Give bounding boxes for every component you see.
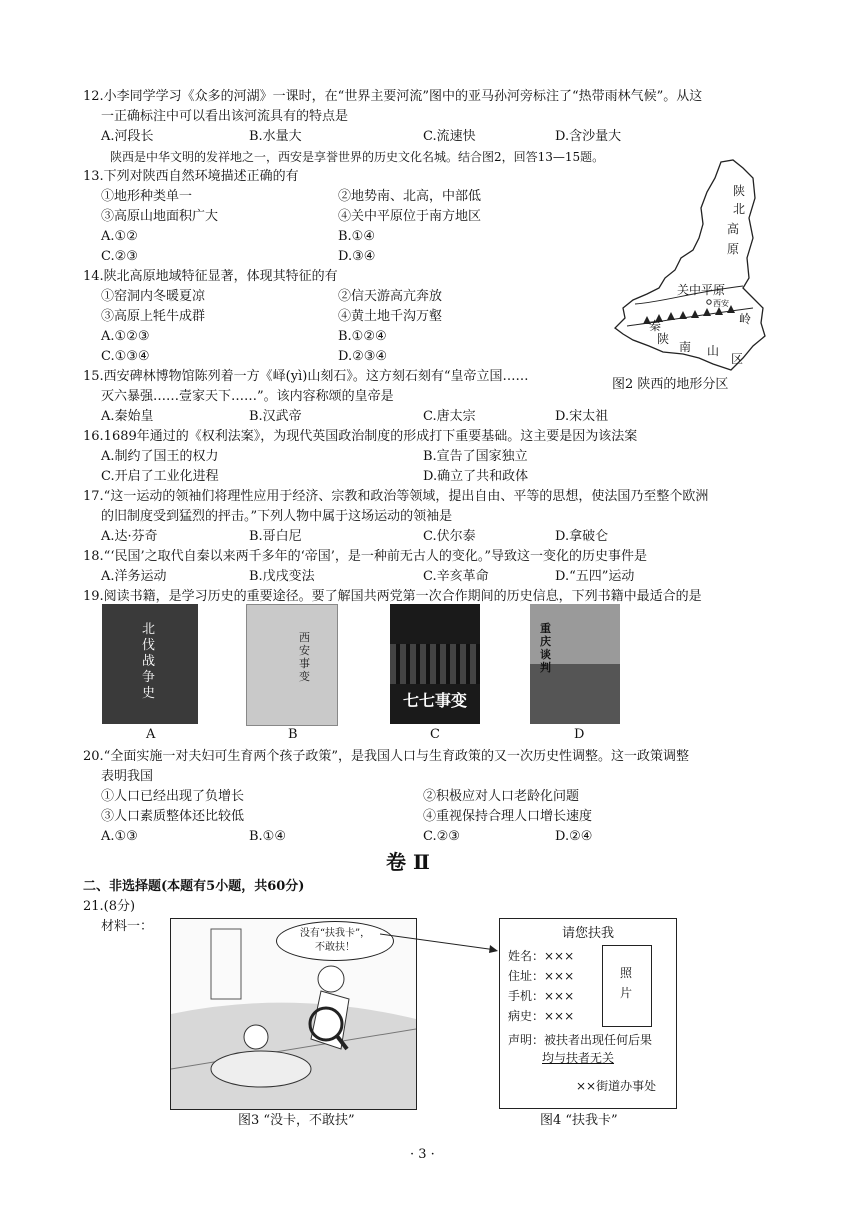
q14-item-4: ④黄土地千沟万壑: [338, 309, 443, 324]
map-label-bei: 北: [733, 202, 746, 216]
q18-option-b: B.戊戌变法: [249, 569, 315, 584]
q20-item-1: ①人口已经出现了负增长: [101, 789, 245, 804]
q13-stem: 13.下列对陕西自然环境描述正确的有: [83, 169, 299, 184]
page-number: · 3 ·: [410, 1147, 435, 1162]
map-label-shan: 陕: [733, 184, 746, 198]
q12-stem-line2: 一正确标注中可以看出该河流具有的特点是: [101, 109, 349, 124]
q17-option-c: C.伏尔泰: [423, 529, 476, 544]
q16-option-d: D.确立了共和政体: [423, 469, 529, 484]
help-card-figure-4: [499, 918, 677, 1109]
q16-option-a: A.制约了国王的权力: [101, 449, 219, 464]
q16-option-b: B.宣告了国家独立: [423, 449, 528, 464]
q15-option-c: C.唐太宗: [423, 409, 476, 424]
q20-stem-line1: 20.“全面实施一对夫妇可生育两个孩子政策”，是我国人口与生育政策的又一次历史性调整。这一政策调整: [83, 749, 689, 764]
speech-bubble: [276, 921, 394, 961]
q20-stem-line2: 表明我国: [101, 769, 154, 784]
q20-option-b: B.①④: [249, 829, 286, 844]
q15-option-b: B.汉武帝: [249, 409, 302, 424]
map-caption: 图2 陕西的地形分区: [612, 377, 729, 392]
q15-stem-line1: 15.西安碑林博物馆陈列着一方《峄(yì)山刻石》。这方刻石刻有“皇帝立国……: [83, 369, 529, 384]
map-label-nan: 南: [679, 340, 692, 354]
book-cover-d: [530, 604, 620, 724]
q14-option-c: C.①③④: [101, 349, 150, 364]
book-title-a: 北伐战争史: [142, 622, 156, 701]
q12-option-c: C.流速快: [423, 129, 476, 144]
map-label-xian: 西安: [713, 299, 729, 308]
q13-option-c: C.②③: [101, 249, 138, 264]
section-title: 卷 Ⅱ: [386, 850, 430, 874]
q14-option-a: A.①②③: [101, 329, 150, 344]
card-field-phone: 手机：×××: [508, 989, 575, 1003]
shaanxi-terrain-map: [603, 158, 768, 373]
q14-item-2: ②信天游高亢奔放: [338, 289, 443, 304]
q19-stem: 19.阅读书籍，是学习历史的重要途径。要了解国共两党第一次合作期间的历史信息，下列书籍中最适合的是: [83, 589, 702, 604]
bubble-line1: 没有“扶我卡”，: [299, 928, 371, 939]
book-letter-a: A: [146, 727, 156, 742]
q21-stem: 21.(8分): [83, 899, 136, 914]
intro-13-15: 陕西是中华文明的发祥地之一，西安是享誉世界的历史文化名城。结合图2，回答13—15题。: [110, 150, 605, 164]
q20-item-3: ③人口素质整体还比较低: [101, 809, 245, 824]
q21-material-label: 材料一：: [101, 919, 154, 934]
q20-item-4: ④重视保持合理人口增长速度: [423, 809, 593, 824]
book-title-c: 七七事变: [402, 691, 467, 710]
q13-item-3: ③高原山地面积广大: [101, 209, 219, 224]
card-office: ××街道办事处: [576, 1079, 657, 1093]
q12-stem-line1: 12.小李同学学习《众多的河湖》一课时，在“世界主要河流”图中的亚马孙河旁标注了“热带雨林气候”。从这: [83, 89, 703, 104]
q20-option-a: A.①③: [101, 829, 138, 844]
q15-option-a: A.秦始皇: [101, 409, 154, 424]
map-label-qin: 秦: [649, 319, 662, 333]
fallen-elder: [211, 1051, 311, 1087]
q16-option-c: C.开启了工业化进程: [101, 469, 219, 484]
card-field-address: 住址：×××: [508, 969, 575, 983]
book-letter-d: D: [574, 727, 585, 742]
map-label-yuan: 原: [727, 242, 740, 256]
book-title-d: 重庆谈判: [540, 622, 551, 674]
q17-stem-line1: 17.“这一运动的领袖们将理性应用于经济、宗教和政治等领域，提出自由、平等的思想，使法国乃至整个欧洲: [83, 489, 709, 504]
q12-option-a: A.河段长: [101, 129, 154, 144]
q17-option-a: A.达·芬奇: [101, 529, 158, 544]
q12-option-b: B.水量大: [249, 129, 302, 144]
photo-char-2: 片: [620, 986, 633, 1000]
book-cover-a: [102, 604, 198, 724]
q13-option-a: A.①②: [101, 229, 138, 244]
bubble-line2: 不敢扶！: [315, 942, 355, 953]
q18-stem: 18.“‘民国’之取代自秦以来两千多年的‘帝国’，是一种前无古人的变化。”导致这一变化的历史事件是: [83, 549, 647, 564]
q13-item-4: ④关中平原位于南方地区: [338, 209, 482, 224]
map-label-qu: 区: [731, 352, 744, 366]
map-label-guanzhong: 关中平原: [677, 283, 726, 297]
q17-option-d: D.拿破仑: [555, 529, 609, 544]
q12-option-d: D.含沙量大: [555, 129, 622, 144]
q18-option-a: A.洋务运动: [101, 569, 167, 584]
q14-option-d: D.②③④: [338, 349, 388, 364]
map-label-shan2: 陕: [657, 332, 670, 346]
q13-item-1: ①地形种类单一: [101, 189, 193, 204]
card-statement-line2: 均与扶者无关: [542, 1051, 615, 1065]
q20-item-2: ②积极应对人口老龄化问题: [423, 789, 580, 804]
q18-option-d: D.“五四”运动: [555, 569, 635, 584]
man-head: [318, 966, 344, 992]
q14-item-1: ①窑洞内冬暖夏凉: [101, 289, 206, 304]
q14-option-b: B.①②④: [338, 329, 387, 344]
q15-stem-line2: 灭六暴强……壹家天下……”。该内容称颂的皇帝是: [101, 389, 394, 404]
q17-stem-line2: 的旧制度受到猛烈的抨击。”下列人物中属于这场运动的领袖是: [101, 509, 453, 524]
q16-stem: 16.1689年通过的《权利法案》，为现代英国政治制度的形成打下重要基础。这主要是因为该法案: [83, 429, 638, 444]
map-label-ling: 岭: [739, 312, 752, 326]
q20-option-d: D.②④: [555, 829, 593, 844]
q13-option-d: D.③④: [338, 249, 376, 264]
q18-option-c: C.辛亥革命: [423, 569, 489, 584]
figure-4-caption: 图4 “扶我卡”: [540, 1113, 618, 1128]
card-field-history: 病史：×××: [508, 1009, 575, 1023]
elder-head: [244, 1025, 268, 1049]
q13-item-2: ②地势南、北高，中部低: [338, 189, 482, 204]
book-letter-c: C: [430, 727, 440, 742]
q14-item-3: ③高原上牦牛成群: [101, 309, 206, 324]
figure-3-caption: 图3 “没卡，不敢扶”: [238, 1113, 355, 1128]
book-cover-b: [246, 604, 338, 726]
q14-stem: 14.陕北高原地域特征显著，体现其特征的有: [83, 269, 338, 284]
q20-option-c: C.②③: [423, 829, 460, 844]
q15-option-d: D.宋太祖: [555, 409, 609, 424]
book-c-silhouettes: [390, 644, 480, 684]
book-cover-c: [390, 604, 480, 724]
section-heading: 二、非选择题(本题有5小题，共60分): [83, 879, 305, 894]
card-title: 请您扶我: [562, 926, 615, 941]
card-statement-line1: 声明：被扶者出现任何后果: [508, 1033, 653, 1047]
photo-char-1: 照: [620, 966, 633, 980]
q17-option-b: B.哥白尼: [249, 529, 302, 544]
card-field-name: 姓名：×××: [508, 949, 575, 963]
book-letter-b: B: [288, 727, 298, 742]
building: [211, 929, 241, 999]
map-label-shan3: 山: [707, 344, 720, 358]
book-title-b: 西安事变: [299, 631, 310, 683]
arrow-to-card: [380, 930, 502, 960]
map-label-gao: 高: [727, 222, 740, 236]
card-photo-box: [602, 945, 652, 1027]
q13-option-b: B.①④: [338, 229, 375, 244]
